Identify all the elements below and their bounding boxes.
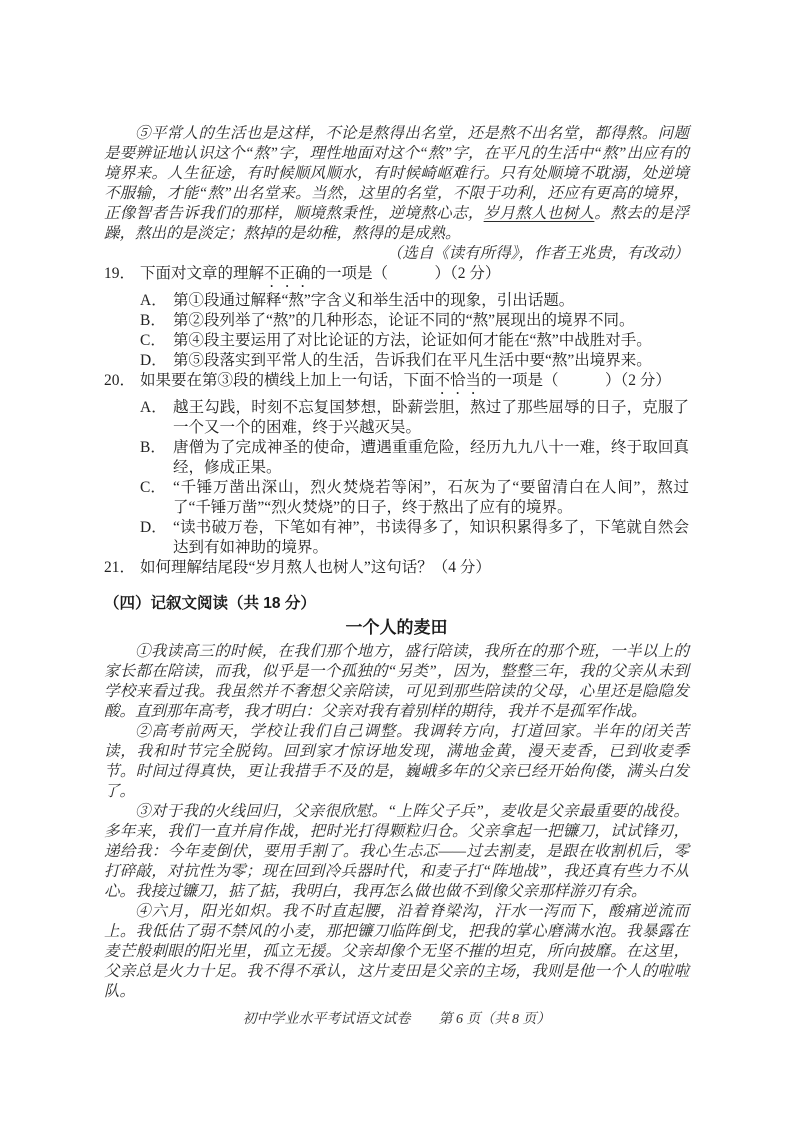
essay-paragraph-3: ③对于我的火线回归，父亲很欣慰。“上阵父子兵”，麦收是父亲最重要的战役。多年来，我们一直并肩作战，把时光打得颗粒归仓。父亲拿起一把镰刀，试试锋刃，递给我：今年麦倒伏，要用手割了。我心生忐忑——过去割麦，是跟在收割机后，零打碎敲，对抗性为零；现在回到冷兵器时代，和麦子打“阵地战”，我还真有些力不从心。我接过镰刀，掂了掂，我明白，我再怎么做也做不到像父亲那样游刃有余。 xyxy=(104,803,689,900)
question-20-option-d xyxy=(140,518,689,558)
question-19-option-b xyxy=(140,311,689,331)
option-label: D． xyxy=(140,352,167,369)
option-label: A． xyxy=(140,399,167,416)
essay-title: 一个人的麦田 xyxy=(345,618,448,637)
question-20 xyxy=(104,371,689,398)
question-20-option-a xyxy=(140,398,689,438)
option-text: 第⑤段落实到平常人的生活，告诉我们在平凡生活中要“熬”出境界来。 xyxy=(173,352,652,369)
source-attribution: （选自《读有所得》，作者王兆贵，有改动） xyxy=(386,245,689,262)
emphasized-text: 不恰当 xyxy=(434,372,482,389)
page-footer: 初中学业水平考试语文试卷 第 6 页（共 8 页） xyxy=(242,1012,551,1027)
option-label: D． xyxy=(140,519,167,536)
question-21-stem: 如何理解结尾段“岁月熬人也树人”这句话？（4 分） xyxy=(140,559,491,576)
paragraph-text: 。熬去的是浮躁，熬出的是淡定；熬掉的是幼稚，熬得的是成熟。 xyxy=(104,205,689,242)
question-20-option-b xyxy=(140,438,689,478)
option-text: “千锤万凿出深山，烈火焚烧若等闲”，石灰为了“要留清白在人间”，熬过了“千锤万凿”“烈火焚烧”的日子，终于熬出了应有的境界。 xyxy=(173,479,689,516)
stem-text: 的一项是（ ）（2 分） xyxy=(481,372,671,389)
question-20-stem xyxy=(140,371,689,398)
question-21 xyxy=(104,558,689,578)
option-text: 第①段通过解释“熬”字含义和举生活中的现象，引出话题。 xyxy=(173,292,575,309)
essay-paragraph-2: ②高考前两天，学校让我们自己调整。我调转方向，打道回家。半年的闭关苦读，我和时节完全脱钩。回到家才惊讶地发现，满地金黄，漫天麦香，已到收麦季节。时间过得真快，更让我措手不及的是，巍峨多年的父亲已经开始佝偻，满头白发了。 xyxy=(104,723,689,800)
passage-paragraph-5 xyxy=(104,124,689,244)
question-19-option-c xyxy=(140,331,689,351)
stem-text: 下面对文章的理解 xyxy=(140,265,265,282)
option-text: 第④段主要运用了对比论证的方法，论证如何才能在“熬”中战胜对手。 xyxy=(173,332,652,349)
option-label: B． xyxy=(140,312,166,329)
question-19-number: 19． xyxy=(104,265,136,282)
option-text: 唐僧为了完成神圣的使命，遭遇重重危险，经历九九八十一难，终于取回真经，修成正果。 xyxy=(173,439,689,476)
essay-paragraph-1: ①我读高三的时候，在我们那个地方，盛行陪读，我所在的那个班，一半以上的家长都在陪读，而我，似乎是一个孤独的“另类”，因为，整整三年，我的父亲从未到学校来看过我。我虽然并不奢想父亲陪读，可见到那些陪读的父母，心里还是隐隐发酸。直到那年高考，我才明白：父亲对我有着别样的期待，我并不是孤军作战。 xyxy=(104,643,689,720)
question-19-option-d xyxy=(140,351,689,371)
question-19-option-a xyxy=(140,291,689,311)
option-label: A． xyxy=(140,292,167,309)
option-label: B． xyxy=(140,439,166,456)
stem-text: 如果要在第③段的横线上加上一句话，下面 xyxy=(140,372,435,389)
question-21-number: 21． xyxy=(104,559,136,576)
question-20-number: 20． xyxy=(104,372,136,389)
option-text: “读书破万卷，下笔如有神”，书读得多了，知识积累得多了，下笔就自然会达到有如神助的境界。 xyxy=(173,519,689,556)
option-text: 第②段列举了“熬”的几种形态，论证不同的“熬”展现出的境界不同。 xyxy=(173,312,635,329)
emphasized-text: 不正确 xyxy=(264,265,311,282)
stem-text: 的一项是（ ）（2 分） xyxy=(310,265,501,282)
paragraph-text: ⑤平常人的生活也是这样，不论是熬得出名堂，还是熬不出名堂，都得熬。问题是要辨证地认识这个“熬”字，理性地面对这个“熬”字，在平凡的生活中“熬”出应有的境界来。人生征途，有时候顺风顺水，有时候崎岖难行。只有处顺境不耽溺，处逆境不服输，才能“熬”出名堂来。当然，这里的名堂，不限于功利，还应有更高的境界，正像智者告诉我们的那样，顺境熬秉性，逆境熬心志， xyxy=(104,125,689,222)
option-label: C． xyxy=(140,479,166,496)
essay-paragraph-4: ④六月，阳光如炽。我不时直起腰，沿着脊梁沟，汗水一泻而下，酸痛逆流而上。我低估了弱不禁风的小麦，那把镰刀临阵倒戈，把我的掌心磨满水泡。我暴露在麦芒般刺眼的阳光里，孤立无援。父亲却像个无坚不摧的坦克，所向披靡。在这里，父亲总是火力十足。我不得不承认，这片麦田是父亲的主场，我则是他一个人的啦啦队。 xyxy=(104,903,689,1000)
underlined-phrase: 岁月熬人也树人 xyxy=(483,205,595,222)
section-4-header: （四）记叙文阅读（共 18 分） xyxy=(104,595,316,612)
question-19 xyxy=(104,264,689,291)
question-19-stem xyxy=(140,264,689,291)
question-20-option-c xyxy=(140,478,689,518)
option-label: C． xyxy=(140,332,166,349)
option-text: 越王勾践，时刻不忘复国梦想，卧薪尝胆，熬过了那些屈辱的日子，克服了一个又一个的困难，终于兴越灭吴。 xyxy=(173,399,689,436)
